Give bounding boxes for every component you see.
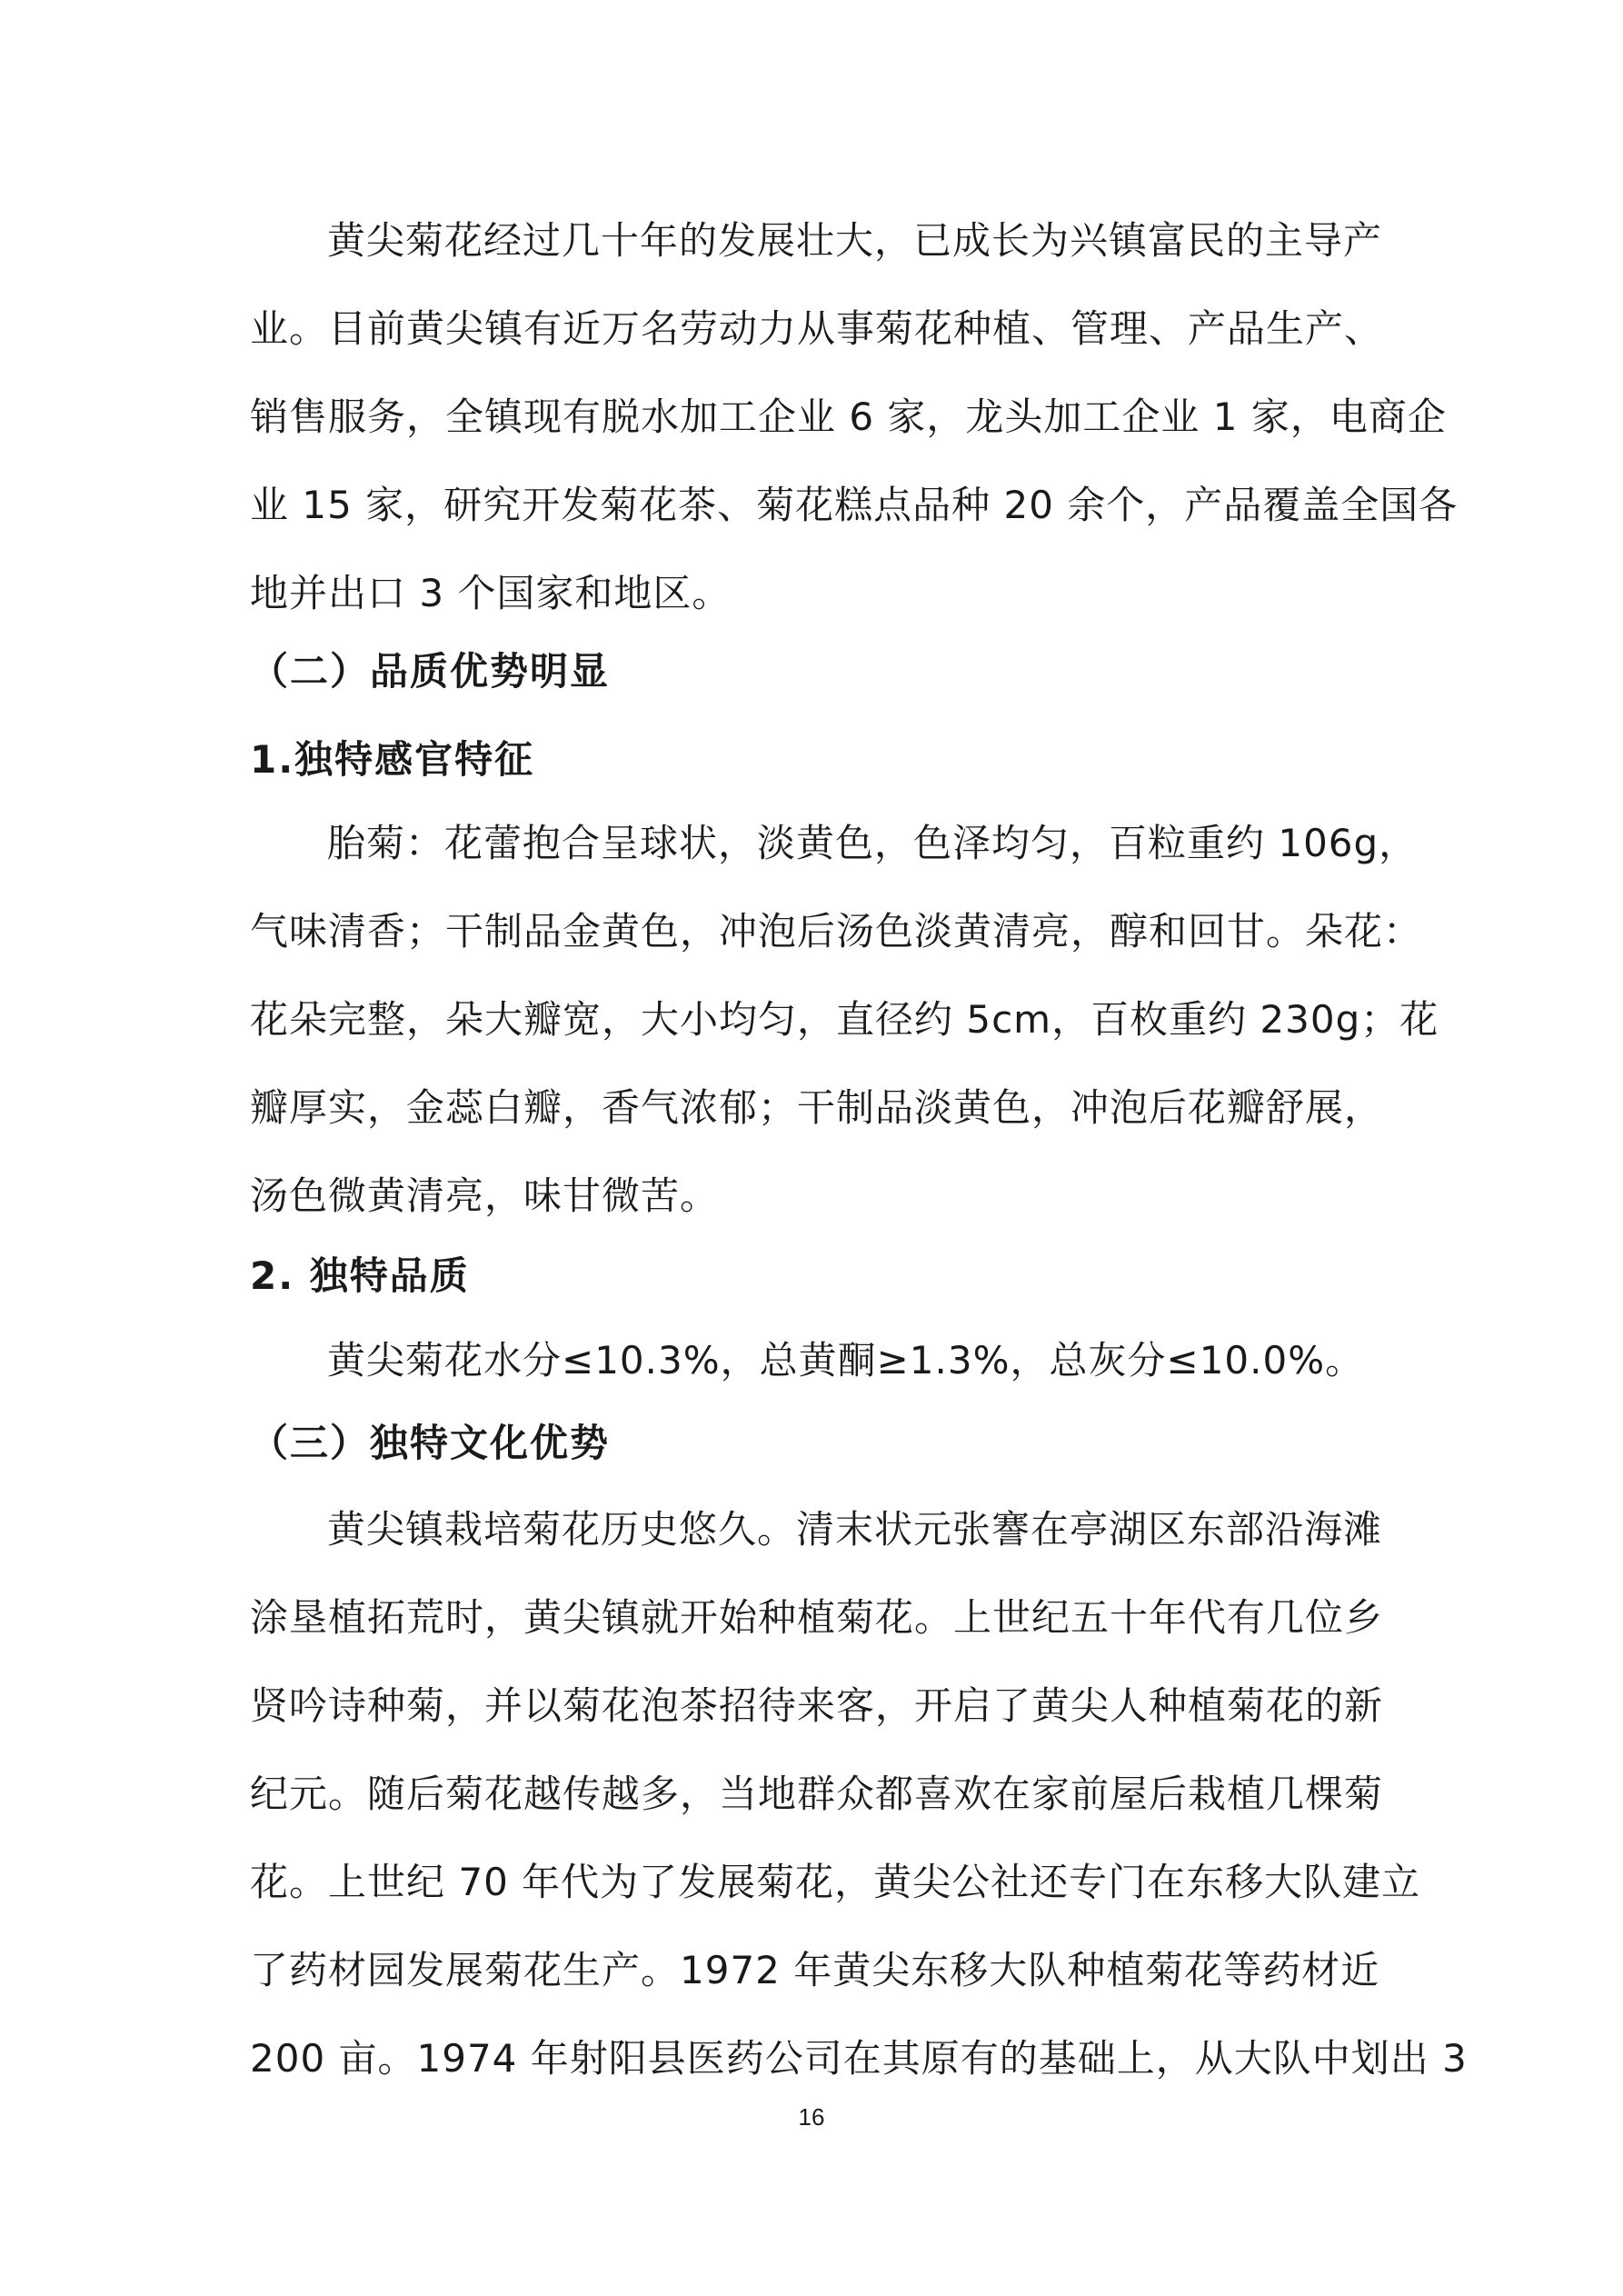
paragraph-line: 200 亩。1974 年射阳县医药公司在其原有的基础上，从大队中划出 3 bbox=[250, 2036, 1468, 2081]
paragraph-line: 汤色微黄清亮，味甘微苦。 bbox=[250, 1173, 720, 1218]
paragraph-line: 黄尖菊花经过几十年的发展壮大，已成长为兴镇富民的主导产 bbox=[327, 218, 1383, 263]
paragraph-line: 黄尖镇栽培菊花历史悠久。清末状元张謇在亭湖区东部沿海滩 bbox=[327, 1507, 1383, 1552]
paragraph-line: 纪元。随后菊花越传越多，当地群众都喜欢在家前屋后栽植几棵菊 bbox=[250, 1772, 1384, 1816]
paragraph-line: 花。上世纪 70 年代为了发展菊花，黄尖公社还专门在东移大队建立 bbox=[250, 1860, 1421, 1904]
paragraph-line: 销售服务，全镇现有脱水加工企业 6 家，龙头加工企业 1 家，电商企 bbox=[250, 394, 1447, 439]
paragraph-line: 业。目前黄尖镇有近万名劳动力从事菊花种植、管理、产品生产、 bbox=[250, 306, 1384, 351]
section-heading: （三）独特文化优势 bbox=[250, 1421, 611, 1465]
paragraph-line: 胎菊：花蕾抱合呈球状，淡黄色，色泽均匀，百粒重约 106g， bbox=[327, 821, 1419, 865]
paragraph-line: 地并出口 3 个国家和地区。 bbox=[250, 571, 732, 615]
paragraph-line: 花朵完整，朵大瓣宽，大小均匀，直径约 5cm，百枚重约 230g；花 bbox=[250, 997, 1439, 1042]
subsection-heading: 1.独特感官特征 bbox=[250, 737, 535, 782]
section-heading: （二）品质优势明显 bbox=[250, 649, 611, 694]
paragraph-line: 业 15 家，研究开发菊花茶、菊花糕点品种 20 余个，产品覆盖全国各 bbox=[250, 483, 1459, 527]
subsection-heading: 2. 独特品质 bbox=[250, 1253, 470, 1298]
paragraph-line: 瓣厚实，金蕊白瓣，香气浓郁；干制品淡黄色，冲泡后花瓣舒展， bbox=[250, 1085, 1384, 1130]
page-number: 16 bbox=[798, 2103, 825, 2131]
paragraph-line: 黄尖菊花水分≤10.3%，总黄酮≥1.3%，总灰分≤10.0%。 bbox=[327, 1338, 1365, 1383]
paragraph-line: 贤吟诗种菊，并以菊花泡茶招待来客，开启了黄尖人种植菊花的新 bbox=[250, 1683, 1384, 1728]
paragraph-line: 气味清香；干制品金黄色，冲泡后汤色淡黄清亮，醇和回甘。朵花： bbox=[250, 909, 1423, 953]
paragraph-line: 了药材园发展菊花生产。1972 年黄尖东移大队种植菊花等药材近 bbox=[250, 1948, 1380, 1992]
paragraph-line: 涂垦植拓荒时，黄尖镇就开始种植菊花。上世纪五十年代有几位乡 bbox=[250, 1595, 1384, 1640]
